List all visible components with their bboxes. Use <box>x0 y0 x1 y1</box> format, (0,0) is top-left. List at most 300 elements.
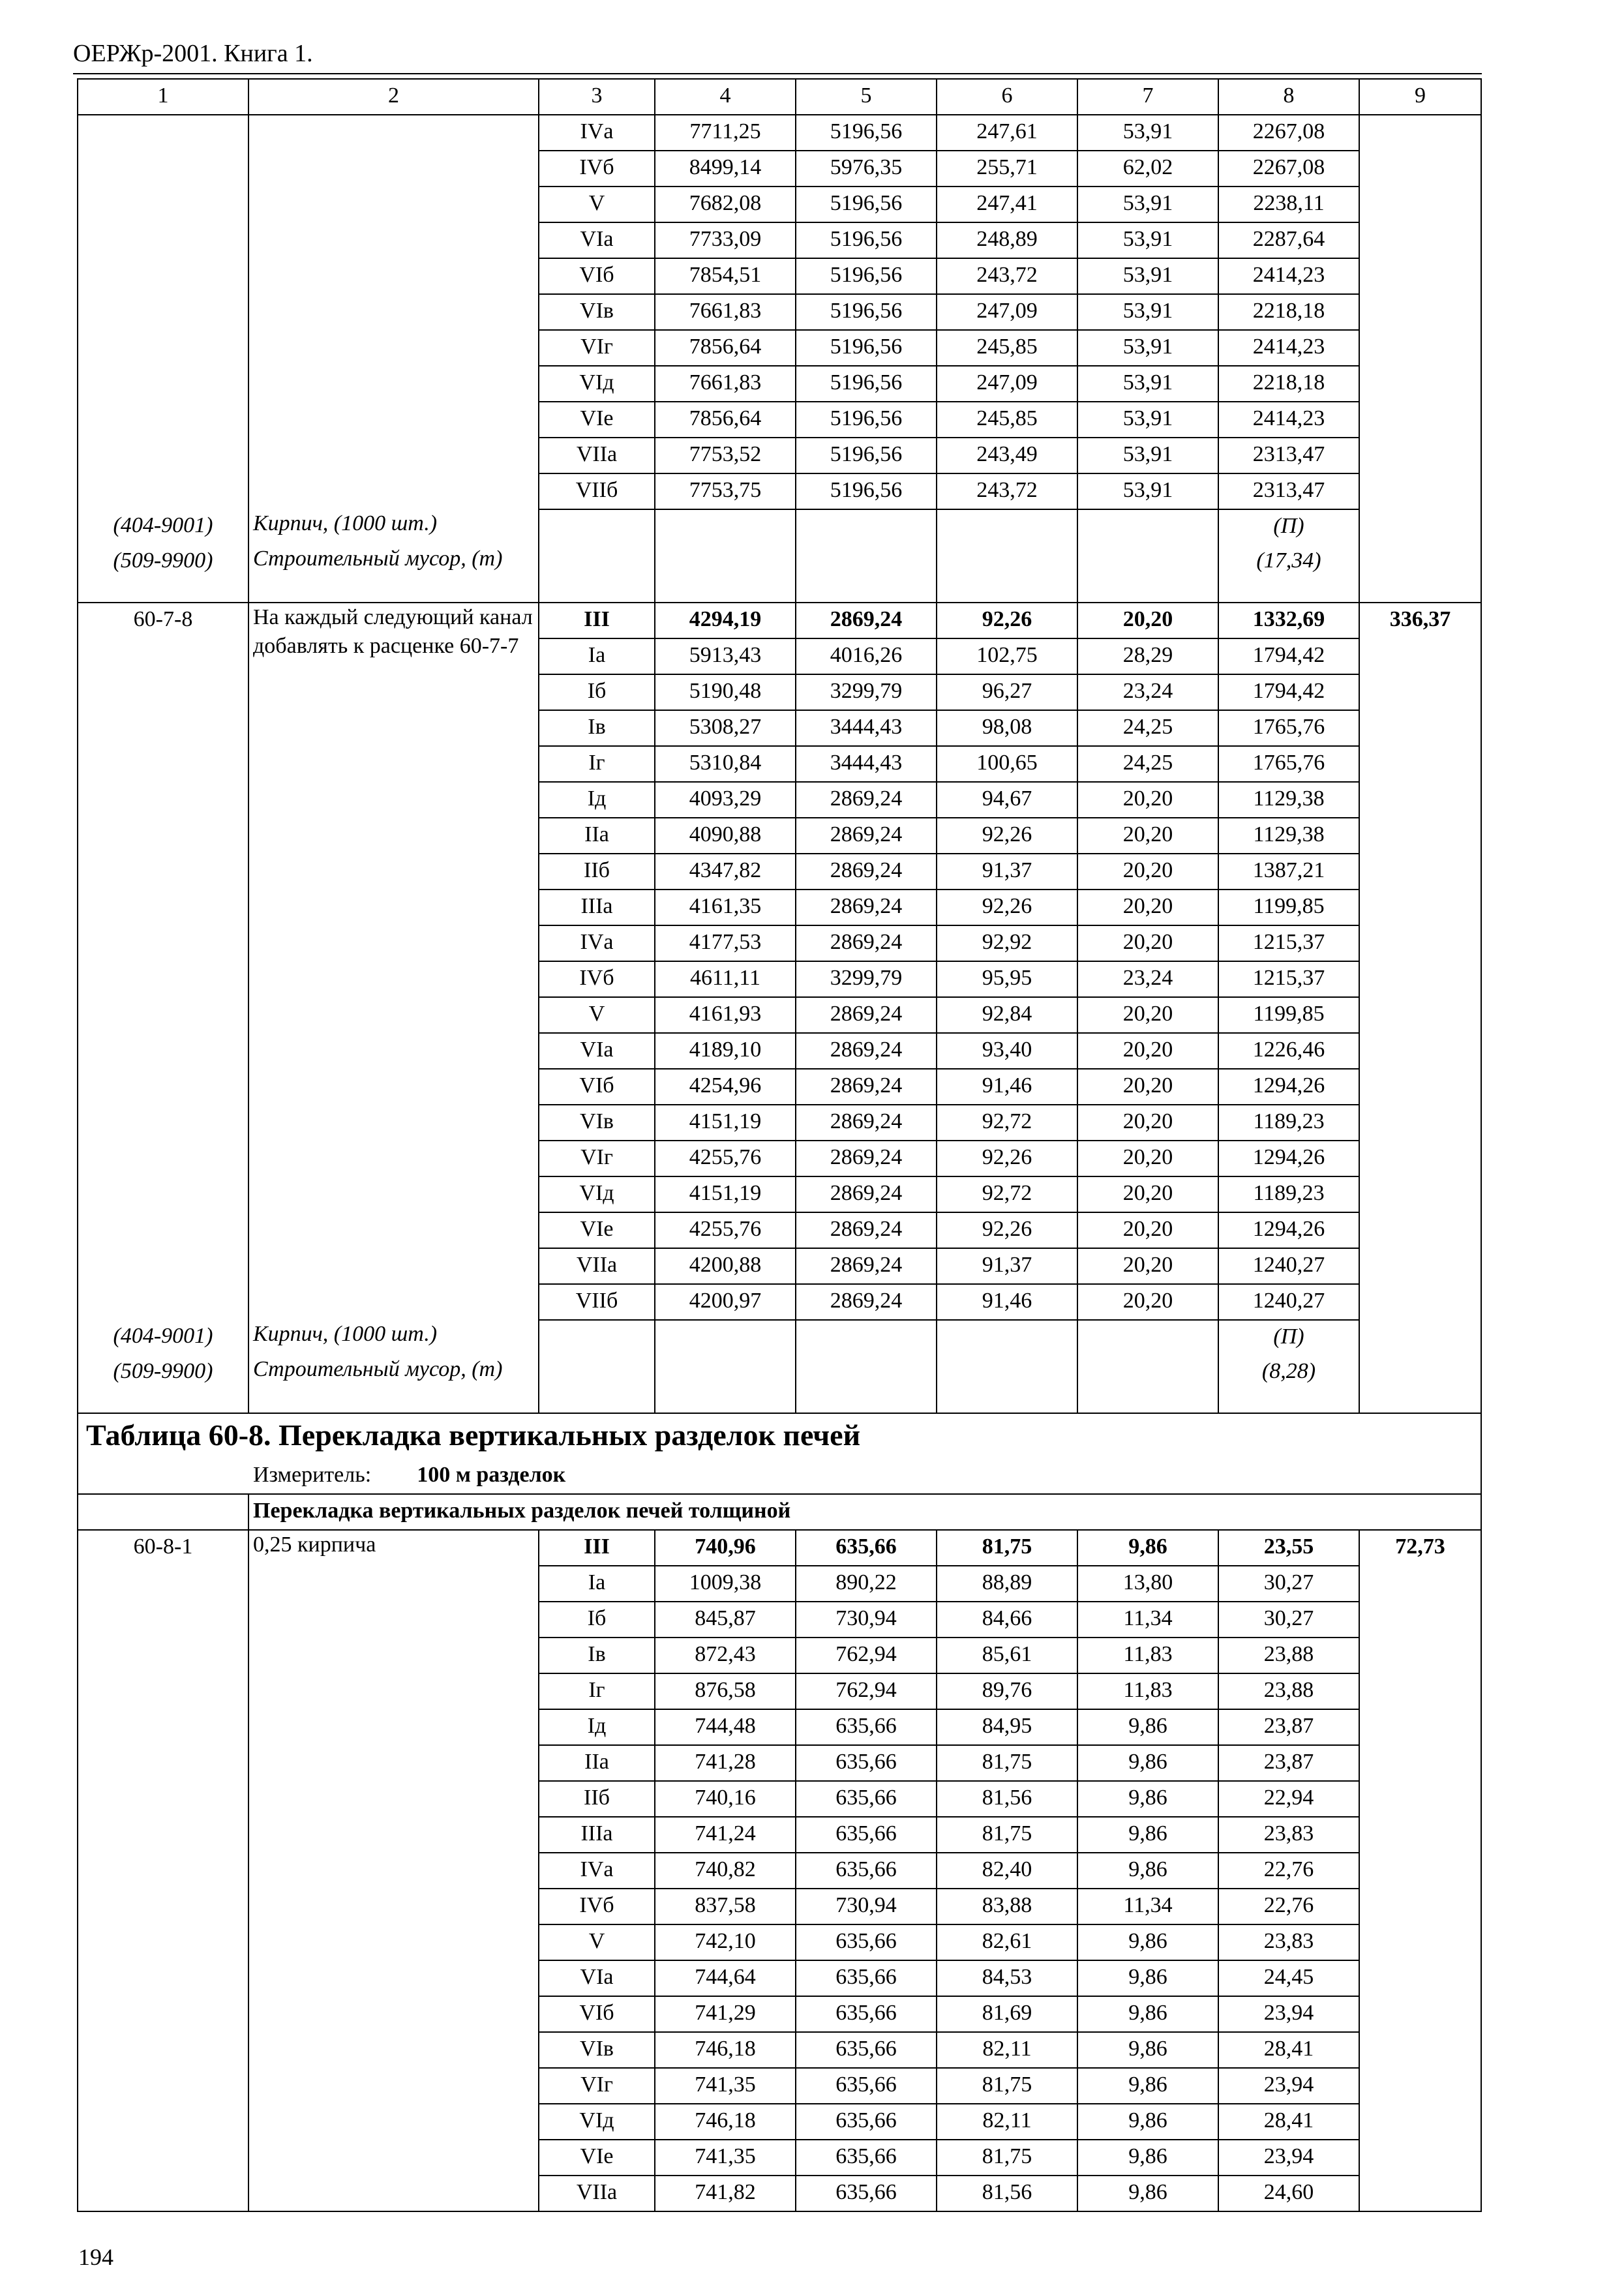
table-cell <box>248 925 539 961</box>
price-value: 2869,24 <box>796 603 937 638</box>
price-value: 740,82 <box>655 1853 796 1889</box>
price-value: 4254,96 <box>655 1069 796 1105</box>
table-cell <box>1359 366 1481 402</box>
price-value: 2869,24 <box>796 854 937 890</box>
price-value: 245,85 <box>937 402 1077 438</box>
price-value: 1189,23 <box>1218 1176 1359 1212</box>
price-value: 81,75 <box>937 2140 1077 2176</box>
material-value: (17,34) <box>1218 545 1359 603</box>
rate-row <box>78 187 1481 222</box>
table-cell <box>1359 1212 1481 1248</box>
table-cell <box>248 1602 539 1638</box>
table-cell <box>248 710 539 746</box>
price-value: 4294,19 <box>655 603 796 638</box>
price-value: 2218,18 <box>1218 294 1359 330</box>
zone-code: Iг <box>539 1673 655 1709</box>
table-cell <box>248 1566 539 1602</box>
price-value: 1765,76 <box>1218 746 1359 782</box>
price-value: 11,34 <box>1077 1889 1218 1924</box>
table-cell <box>78 366 248 402</box>
price-value: 5196,56 <box>796 258 937 294</box>
price-value: 9,86 <box>1077 1817 1218 1853</box>
table-cell <box>78 2176 248 2211</box>
table-cell <box>78 1141 248 1176</box>
table-cell <box>1359 710 1481 746</box>
rate-row <box>78 1602 1481 1638</box>
price-value: 4200,97 <box>655 1284 796 1320</box>
table-cell <box>78 294 248 330</box>
price-value: 740,16 <box>655 1781 796 1817</box>
price-value: 20,20 <box>1077 1033 1218 1069</box>
table-cell <box>248 1673 539 1709</box>
table-cell <box>1359 1745 1481 1781</box>
table-cell <box>78 1602 248 1638</box>
table-cell <box>248 366 539 402</box>
rates-table-body <box>78 79 1481 2211</box>
rate-row <box>78 330 1481 366</box>
zone-code: VIг <box>539 2068 655 2104</box>
table-cell <box>78 1638 248 1673</box>
table-cell <box>78 710 248 746</box>
zone-code: IIIа <box>539 1817 655 1853</box>
table-cell <box>78 1673 248 1709</box>
rate-row <box>78 1781 1481 1817</box>
price-value: 20,20 <box>1077 818 1218 854</box>
price-value: 30,27 <box>1218 1566 1359 1602</box>
table-cell <box>937 1355 1077 1413</box>
table-cell <box>248 890 539 925</box>
price-value: 635,66 <box>796 1853 937 1889</box>
price-value: 2414,23 <box>1218 402 1359 438</box>
price-value: 20,20 <box>1077 854 1218 890</box>
table-cell <box>78 473 248 509</box>
price-value: 1765,76 <box>1218 710 1359 746</box>
table-title: Таблица 60-8. Перекладка вертикальных разделок печей <box>78 1413 1481 1458</box>
table-cell <box>78 1033 248 1069</box>
header-rule <box>73 73 1482 74</box>
price-value: 89,76 <box>937 1673 1077 1709</box>
price-value: 23,94 <box>1218 2068 1359 2104</box>
table-cell <box>248 473 539 509</box>
price-value: 23,55 <box>1218 1530 1359 1566</box>
price-value: 740,96 <box>655 1530 796 1566</box>
material-row <box>78 509 1481 545</box>
price-value: 5913,43 <box>655 638 796 674</box>
price-value: 3299,79 <box>796 674 937 710</box>
price-value: 13,80 <box>1077 1566 1218 1602</box>
price-value: 20,20 <box>1077 603 1218 638</box>
price-value: 746,18 <box>655 2104 796 2140</box>
rate-row <box>78 1176 1481 1212</box>
price-value: 20,20 <box>1077 1069 1218 1105</box>
table-cell <box>1359 1960 1481 1996</box>
page-number: 194 <box>78 2244 113 2270</box>
price-value: 9,86 <box>1077 2140 1218 2176</box>
rate-row <box>78 1709 1481 1745</box>
price-value: 23,88 <box>1218 1638 1359 1673</box>
rate-row <box>78 1105 1481 1141</box>
table-cell <box>655 509 796 545</box>
price-value: 635,66 <box>796 1996 937 2032</box>
table-cell <box>78 330 248 366</box>
price-value: 96,27 <box>937 674 1077 710</box>
table-cell <box>1359 509 1481 545</box>
material-name: Строительный мусор, (т) <box>248 545 539 603</box>
section-title-row <box>78 1494 1481 1530</box>
price-value: 5196,56 <box>796 187 937 222</box>
table-cell <box>1359 890 1481 925</box>
zone-code: IIа <box>539 1745 655 1781</box>
price-value: 7733,09 <box>655 222 796 258</box>
table-cell <box>78 746 248 782</box>
price-value: 9,86 <box>1077 2104 1218 2140</box>
table-cell <box>1359 746 1481 782</box>
zone-code: VIд <box>539 2104 655 2140</box>
price-value: 20,20 <box>1077 1176 1218 1212</box>
price-value: 11,34 <box>1077 1602 1218 1638</box>
rate-row <box>78 1033 1481 1069</box>
price-value: 4093,29 <box>655 782 796 818</box>
price-value: 91,46 <box>937 1069 1077 1105</box>
price-value: 2869,24 <box>796 1141 937 1176</box>
table-cell <box>78 1248 248 1284</box>
price-value: 5310,84 <box>655 746 796 782</box>
price-value: 1794,42 <box>1218 638 1359 674</box>
price-value: 24,60 <box>1218 2176 1359 2211</box>
table-cell <box>1359 1141 1481 1176</box>
table-cell <box>248 1996 539 2032</box>
unit-row-cell <box>78 1458 1481 1494</box>
material-row <box>78 545 1481 603</box>
table-cell <box>78 1817 248 1853</box>
table-cell <box>1359 674 1481 710</box>
table-cell <box>1077 1355 1218 1413</box>
price-value: 53,91 <box>1077 294 1218 330</box>
price-value: 22,76 <box>1218 1853 1359 1889</box>
rate-row <box>78 1673 1481 1709</box>
price-value: 5190,48 <box>655 674 796 710</box>
table-cell <box>248 1284 539 1320</box>
zone-code: VIб <box>539 1069 655 1105</box>
price-value: 9,86 <box>1077 1996 1218 2032</box>
table-cell <box>655 1355 796 1413</box>
zone-code: Iб <box>539 674 655 710</box>
price-value: 243,72 <box>937 473 1077 509</box>
table-cell <box>248 222 539 258</box>
price-value: 1129,38 <box>1218 782 1359 818</box>
table-cell <box>1077 545 1218 603</box>
table-cell <box>78 818 248 854</box>
price-value: 82,11 <box>937 2104 1077 2140</box>
price-value: 102,75 <box>937 638 1077 674</box>
table-cell <box>1359 151 1481 187</box>
price-value: 88,89 <box>937 1566 1077 1602</box>
price-value: 22,76 <box>1218 1889 1359 1924</box>
price-value: 53,91 <box>1077 222 1218 258</box>
price-value: 62,02 <box>1077 151 1218 187</box>
rate-row <box>78 1745 1481 1781</box>
material-code: (509-9900) <box>78 545 248 603</box>
rate-row <box>78 1069 1481 1105</box>
zone-code: Iа <box>539 638 655 674</box>
price-value: 4611,11 <box>655 961 796 997</box>
table-cell <box>248 1745 539 1781</box>
rate-row <box>78 438 1481 473</box>
price-value: 20,20 <box>1077 1284 1218 1320</box>
price-value: 23,83 <box>1218 1924 1359 1960</box>
unit-row <box>78 1458 1481 1494</box>
price-value: 4347,82 <box>655 854 796 890</box>
rate-row <box>78 1924 1481 1960</box>
price-value: 91,37 <box>937 1248 1077 1284</box>
price-value: 2869,24 <box>796 997 937 1033</box>
table-cell <box>248 2176 539 2211</box>
price-value: 635,66 <box>796 2032 937 2068</box>
zone-code: III <box>539 1530 655 1566</box>
price-value: 85,61 <box>937 1638 1077 1673</box>
price-value: 635,66 <box>796 2176 937 2211</box>
price-value: 4016,26 <box>796 638 937 674</box>
price-value: 1215,37 <box>1218 925 1359 961</box>
table-cell <box>796 545 937 603</box>
price-value: 92,26 <box>937 890 1077 925</box>
price-value: 2869,24 <box>796 925 937 961</box>
zone-code: V <box>539 187 655 222</box>
price-value: 24,25 <box>1077 710 1218 746</box>
price-value: 4200,88 <box>655 1248 796 1284</box>
price-value: 762,94 <box>796 1638 937 1673</box>
price-value: 53,91 <box>1077 402 1218 438</box>
price-value: 22,94 <box>1218 1781 1359 1817</box>
zone-code: VIIб <box>539 473 655 509</box>
price-value: 2313,47 <box>1218 473 1359 509</box>
table-cell <box>78 782 248 818</box>
table-cell <box>78 1996 248 2032</box>
price-value: 744,48 <box>655 1709 796 1745</box>
price-value: 92,84 <box>937 997 1077 1033</box>
table-cell <box>1359 1602 1481 1638</box>
table-cell <box>1359 294 1481 330</box>
price-value: 4255,76 <box>655 1212 796 1248</box>
material-row <box>78 1320 1481 1355</box>
price-value: 2869,24 <box>796 1176 937 1212</box>
price-value: 3444,43 <box>796 746 937 782</box>
zone-code: Iд <box>539 782 655 818</box>
price-value: 92,26 <box>937 1212 1077 1248</box>
table-cell <box>78 1566 248 1602</box>
price-value: 5976,35 <box>796 151 937 187</box>
table-cell <box>1359 1924 1481 1960</box>
rate-row <box>78 1889 1481 1924</box>
rate-row <box>78 2104 1481 2140</box>
rate-row <box>78 854 1481 890</box>
rate-row <box>78 710 1481 746</box>
price-value: 635,66 <box>796 2068 937 2104</box>
price-value: 91,37 <box>937 854 1077 890</box>
price-value: 744,64 <box>655 1960 796 1996</box>
table-cell <box>78 1745 248 1781</box>
zone-code: IIб <box>539 1781 655 1817</box>
price-value: 23,88 <box>1218 1673 1359 1709</box>
price-value: 95,95 <box>937 961 1077 997</box>
price-value: 28,29 <box>1077 638 1218 674</box>
table-cell <box>1359 330 1481 366</box>
table-cell <box>1359 1638 1481 1673</box>
price-value: 9,86 <box>1077 1853 1218 1889</box>
table-cell <box>78 961 248 997</box>
zone-code: VIд <box>539 366 655 402</box>
column-number: 6 <box>937 79 1077 115</box>
price-value: 1215,37 <box>1218 961 1359 997</box>
table-cell <box>1359 258 1481 294</box>
price-value: 5196,56 <box>796 438 937 473</box>
price-value: 1332,69 <box>1218 603 1359 638</box>
rate-row <box>78 1817 1481 1853</box>
price-value: 23,24 <box>1077 961 1218 997</box>
rate-row <box>78 115 1481 151</box>
price-value: 81,56 <box>937 2176 1077 2211</box>
table-cell <box>1359 2104 1481 2140</box>
price-value: 23,87 <box>1218 1709 1359 1745</box>
table-cell <box>1359 1033 1481 1069</box>
table-cell <box>78 2104 248 2140</box>
price-value: 247,41 <box>937 187 1077 222</box>
price-value: 247,61 <box>937 115 1077 151</box>
rate-row <box>78 603 1481 638</box>
zone-code: VIд <box>539 1176 655 1212</box>
price-value: 9,86 <box>1077 1960 1218 1996</box>
price-value: 243,49 <box>937 438 1077 473</box>
price-value: 741,82 <box>655 2176 796 2211</box>
price-value: 53,91 <box>1077 330 1218 366</box>
price-value: 20,20 <box>1077 997 1218 1033</box>
price-value: 5196,56 <box>796 330 937 366</box>
table-cell <box>1359 2032 1481 2068</box>
price-value: 247,09 <box>937 366 1077 402</box>
table-cell <box>937 509 1077 545</box>
table-cell <box>78 222 248 258</box>
table-cell <box>248 854 539 890</box>
price-value: 53,91 <box>1077 187 1218 222</box>
table-cell <box>248 115 539 151</box>
zone-code: IIа <box>539 818 655 854</box>
price-value: 837,58 <box>655 1889 796 1924</box>
price-value: 7856,64 <box>655 330 796 366</box>
zone-code: VIг <box>539 330 655 366</box>
price-value: 84,66 <box>937 1602 1077 1638</box>
zone-code: Iб <box>539 1602 655 1638</box>
price-value: 83,88 <box>937 1889 1077 1924</box>
zone-code: III <box>539 603 655 638</box>
table-cell <box>248 438 539 473</box>
table-cell <box>248 187 539 222</box>
table-cell <box>1359 2176 1481 2211</box>
zone-code: VIе <box>539 1212 655 1248</box>
price-value: 1794,42 <box>1218 674 1359 710</box>
table-cell <box>539 1320 655 1355</box>
table-cell <box>1359 1781 1481 1817</box>
zone-code: VIIа <box>539 1248 655 1284</box>
zone-code: Iв <box>539 710 655 746</box>
price-value: 23,94 <box>1218 1996 1359 2032</box>
rate-row <box>78 1996 1481 2032</box>
zone-code: IIб <box>539 854 655 890</box>
zone-code: VIIб <box>539 1284 655 1320</box>
price-value: 2869,24 <box>796 818 937 854</box>
table-cell <box>78 997 248 1033</box>
table-cell <box>78 1853 248 1889</box>
price-value: 2414,23 <box>1218 330 1359 366</box>
table-cell <box>1359 1817 1481 1853</box>
rate-row <box>78 1638 1481 1673</box>
price-value: 5196,56 <box>796 473 937 509</box>
price-value: 82,11 <box>937 2032 1077 2068</box>
price-value: 635,66 <box>796 1924 937 1960</box>
table-cell <box>248 294 539 330</box>
table-cell <box>248 1212 539 1248</box>
rate-row <box>78 2068 1481 2104</box>
table-cell <box>78 1212 248 1248</box>
price-value: 4189,10 <box>655 1033 796 1069</box>
table-cell <box>78 638 248 674</box>
table-cell <box>1359 402 1481 438</box>
table-cell <box>248 402 539 438</box>
table-cell <box>1359 1709 1481 1745</box>
table-cell <box>1359 1996 1481 2032</box>
price-value: 741,35 <box>655 2068 796 2104</box>
column-number: 8 <box>1218 79 1359 115</box>
table-cell <box>1359 1105 1481 1141</box>
price-value: 5196,56 <box>796 294 937 330</box>
table-cell <box>655 545 796 603</box>
table-cell <box>78 925 248 961</box>
table-cell <box>248 1924 539 1960</box>
table-cell <box>78 2068 248 2104</box>
table-cell <box>248 330 539 366</box>
price-total: 72,73 <box>1359 1530 1481 1566</box>
price-value: 4255,76 <box>655 1141 796 1176</box>
price-value: 5196,56 <box>796 402 937 438</box>
zone-code: IVб <box>539 961 655 997</box>
price-value: 20,20 <box>1077 782 1218 818</box>
zone-code: IVа <box>539 115 655 151</box>
material-code: (404-9001) <box>78 509 248 545</box>
table-cell <box>248 1709 539 1745</box>
price-value: 876,58 <box>655 1673 796 1709</box>
price-value: 890,22 <box>796 1566 937 1602</box>
column-number: 2 <box>248 79 539 115</box>
table-title-row <box>78 1413 1481 1458</box>
column-number: 7 <box>1077 79 1218 115</box>
material-name: Кирпич, (1000 шт.) <box>248 1320 539 1355</box>
table-cell <box>248 1248 539 1284</box>
price-value: 635,66 <box>796 1709 937 1745</box>
rate-row <box>78 1566 1481 1602</box>
price-value: 2313,47 <box>1218 438 1359 473</box>
price-value: 20,20 <box>1077 1212 1218 1248</box>
price-value: 2414,23 <box>1218 258 1359 294</box>
zone-code: VIв <box>539 294 655 330</box>
material-code: (404-9001) <box>78 1320 248 1355</box>
rate-row <box>78 997 1481 1033</box>
rate-row <box>78 746 1481 782</box>
price-value: 248,89 <box>937 222 1077 258</box>
price-value: 1240,27 <box>1218 1248 1359 1284</box>
table-cell <box>1359 1673 1481 1709</box>
zone-code: IVа <box>539 1853 655 1889</box>
table-cell <box>1359 961 1481 997</box>
price-value: 2869,24 <box>796 1212 937 1248</box>
